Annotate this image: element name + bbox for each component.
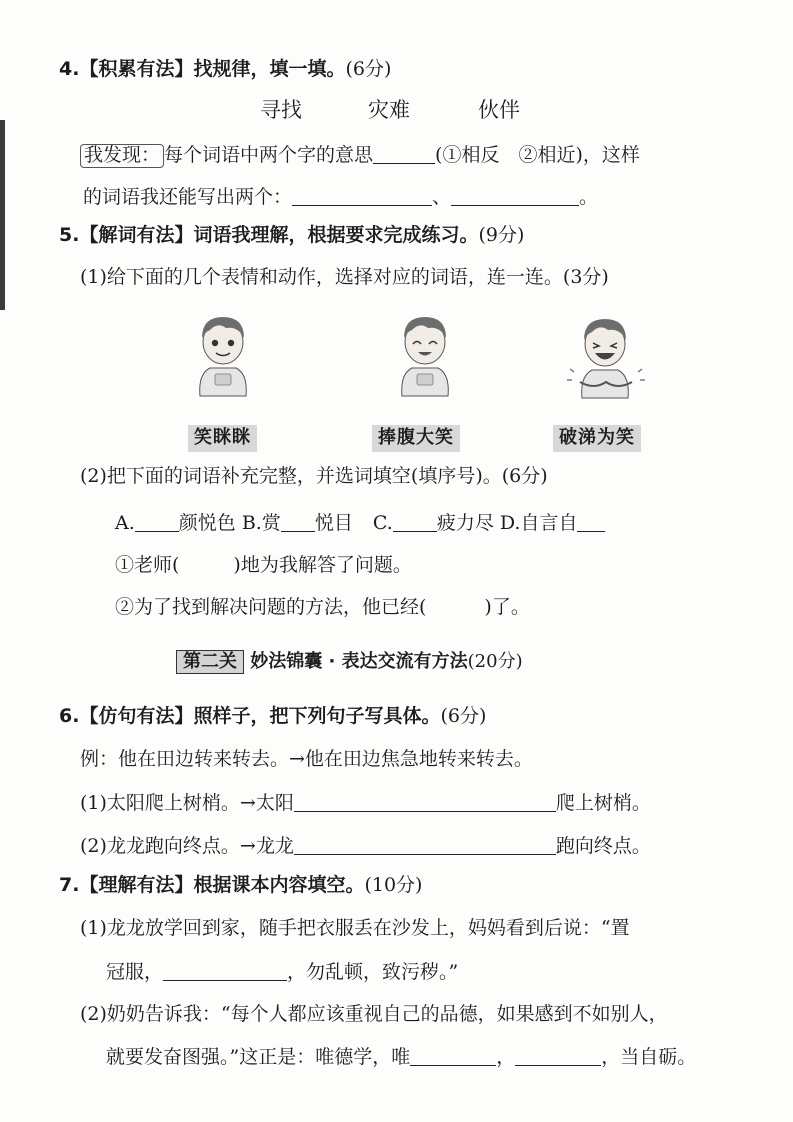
level-2-title: 妙法锦囊 · 表达交流有方法	[250, 651, 468, 672]
q6-blank-2[interactable]	[294, 836, 556, 855]
q4-heading: 4.【积累有法】找规律，填一填。(6分)	[59, 58, 392, 80]
level-2-banner	[176, 650, 523, 674]
q7-blank-1[interactable]	[163, 962, 287, 981]
q4-word-2: 灾难	[368, 98, 410, 122]
q7-blank-3[interactable]	[515, 1047, 601, 1066]
q5-sub-2: (2)把下面的词语补充完整，并选词填空(填序号)。(6分)	[80, 465, 548, 487]
kid-laughing-eyes-closed-icon	[390, 308, 460, 398]
find-label: 我发现：	[80, 144, 164, 168]
q5-options-line: A. 颜悦色 B.赏 悦目 C. 疲力尽 D.自言自	[115, 513, 605, 533]
q5-heading: 5.【解词有法】词语我理解，根据要求完成练习。(9分)	[59, 224, 525, 246]
blank-a[interactable]	[135, 513, 179, 532]
blank-c[interactable]	[393, 513, 437, 532]
q6-sentence-1: (1)太阳爬上树梢。→太阳 爬上树梢。	[80, 792, 651, 814]
q6-heading: 6.【仿句有法】照样子，把下列句子写具体。(6分)	[59, 705, 487, 727]
q4-blank-meaning[interactable]	[373, 145, 435, 164]
label-pengfudaxiao[interactable]: 捧腹大笑	[372, 425, 460, 452]
q4-blank-word-1[interactable]	[292, 187, 432, 206]
q4-line-2: 的词语我还能写出两个： 、 。	[83, 186, 599, 208]
kid-belly-laugh-icon	[568, 310, 644, 400]
page-edge-bar	[0, 120, 5, 310]
q4-blank-word-2[interactable]	[451, 187, 579, 206]
q5-fill-1: ①老师( )地为我解答了问题。	[115, 554, 412, 576]
q4-word-3: 伙伴	[478, 98, 520, 122]
q5-sub-1: (1)给下面的几个表情和动作，选择对应的词语，连一连。(3分)	[80, 266, 609, 288]
label-xiaomimi[interactable]: 笑眯眯	[188, 425, 257, 452]
level-2-box: 第二关	[176, 650, 244, 674]
q5-fill-2: ②为了找到解决问题的方法，他已经( )了。	[115, 596, 530, 618]
q4-line-1: 我发现： 每个词语中两个字的意思 (①相反 ②相近)，这样	[80, 144, 640, 168]
q7-para-1-line-1: (1)龙龙放学回到家，随手把衣服丢在沙发上，妈妈看到后说：“置	[80, 917, 630, 939]
q7-blank-2[interactable]	[410, 1047, 496, 1066]
level-2-points: (20分)	[467, 651, 523, 672]
blank-d[interactable]	[577, 513, 605, 532]
blank-b[interactable]	[281, 513, 315, 532]
q7-para-2-line-1: (2)奶奶告诉我：“每个人都应该重视自己的品德，如果感到不如别人，	[80, 1003, 668, 1025]
q7-para-2-line-2: 就要发奋图强。”这正是：唯德学，唯 ， ，当自砺。	[106, 1046, 697, 1068]
q4-word-1: 寻找	[260, 98, 302, 122]
kid-smiling-icon	[188, 308, 258, 398]
label-potiweixiao[interactable]: 破涕为笑	[553, 425, 641, 452]
q6-sentence-2: (2)龙龙跑向终点。→龙龙 跑向终点。	[80, 835, 651, 857]
q7-heading: 7.【理解有法】根据课本内容填空。(10分)	[59, 874, 423, 896]
q7-para-1-line-2: 冠服， ，勿乱顿，致污秽。”	[106, 961, 459, 983]
q6-example: 例：他在田边转来转去。→他在田边焦急地转来转去。	[80, 748, 533, 770]
q6-blank-1[interactable]	[294, 793, 556, 812]
